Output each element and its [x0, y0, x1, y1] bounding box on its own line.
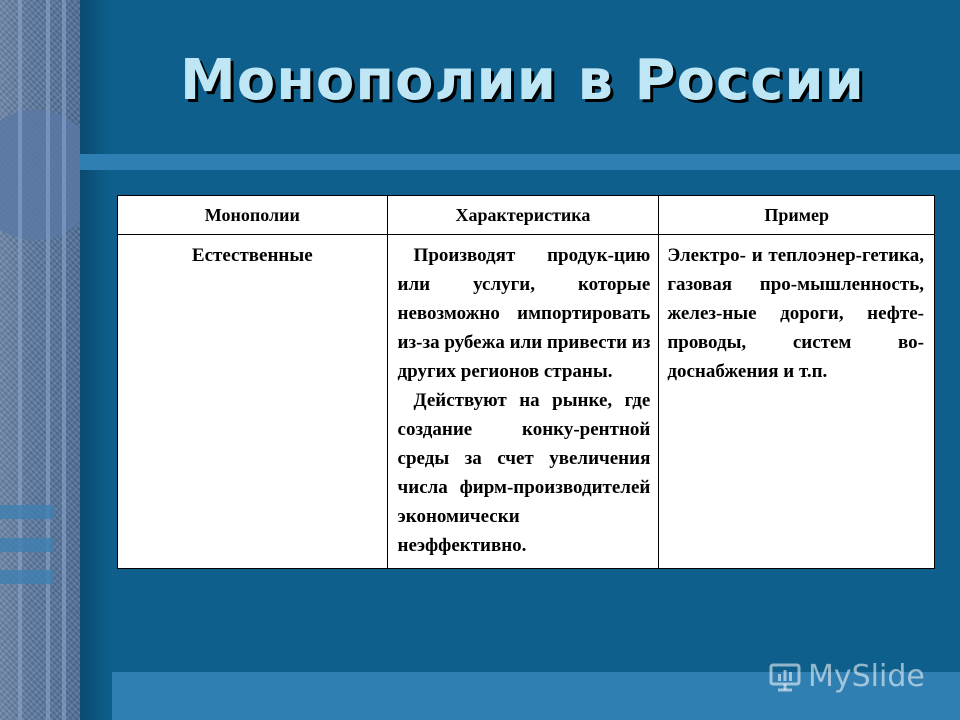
decorative-line — [18, 0, 22, 720]
monopolies-table — [117, 195, 935, 569]
slide-title: Монополии в России — [180, 48, 865, 113]
decorative-left-strip — [0, 0, 80, 720]
characteristic-paragraph-2: Действуют на рынке, где создание конку-рентной среды за счет увеличения числа фирм-производителей экономически неэффективно. — [397, 390, 651, 556]
decorative-bar — [0, 505, 54, 519]
watermark-text: MySlide — [808, 658, 925, 694]
decorative-bar — [0, 570, 54, 584]
cell-example: Электро- и теплоэнер-гетика, газовая про-мышленность, желез-ные дороги, нефте-проводы, систем во-доснабжения и т.п. — [659, 235, 935, 569]
cell-monopoly-type: Естественные — [118, 235, 388, 569]
table-header-row — [118, 196, 935, 235]
decorative-line — [46, 0, 50, 720]
header-example: Пример — [659, 196, 935, 235]
header-monopolies: Монополии — [118, 196, 388, 235]
cell-characteristic — [387, 235, 659, 569]
characteristic-paragraph-1: Производят продук-цию или услуги, которые невозможно импортировать из-за рубежа или привести из других регионов страны. — [397, 245, 651, 382]
header-characteristic: Характеристика — [387, 196, 659, 235]
myslide-logo-icon — [768, 659, 802, 693]
myslide-watermark — [768, 656, 925, 696]
decorative-bar — [0, 538, 54, 552]
decorative-title-bar — [80, 154, 960, 170]
decorative-line — [62, 0, 66, 720]
table-row — [118, 235, 935, 569]
decorative-edge-shade — [80, 0, 110, 720]
